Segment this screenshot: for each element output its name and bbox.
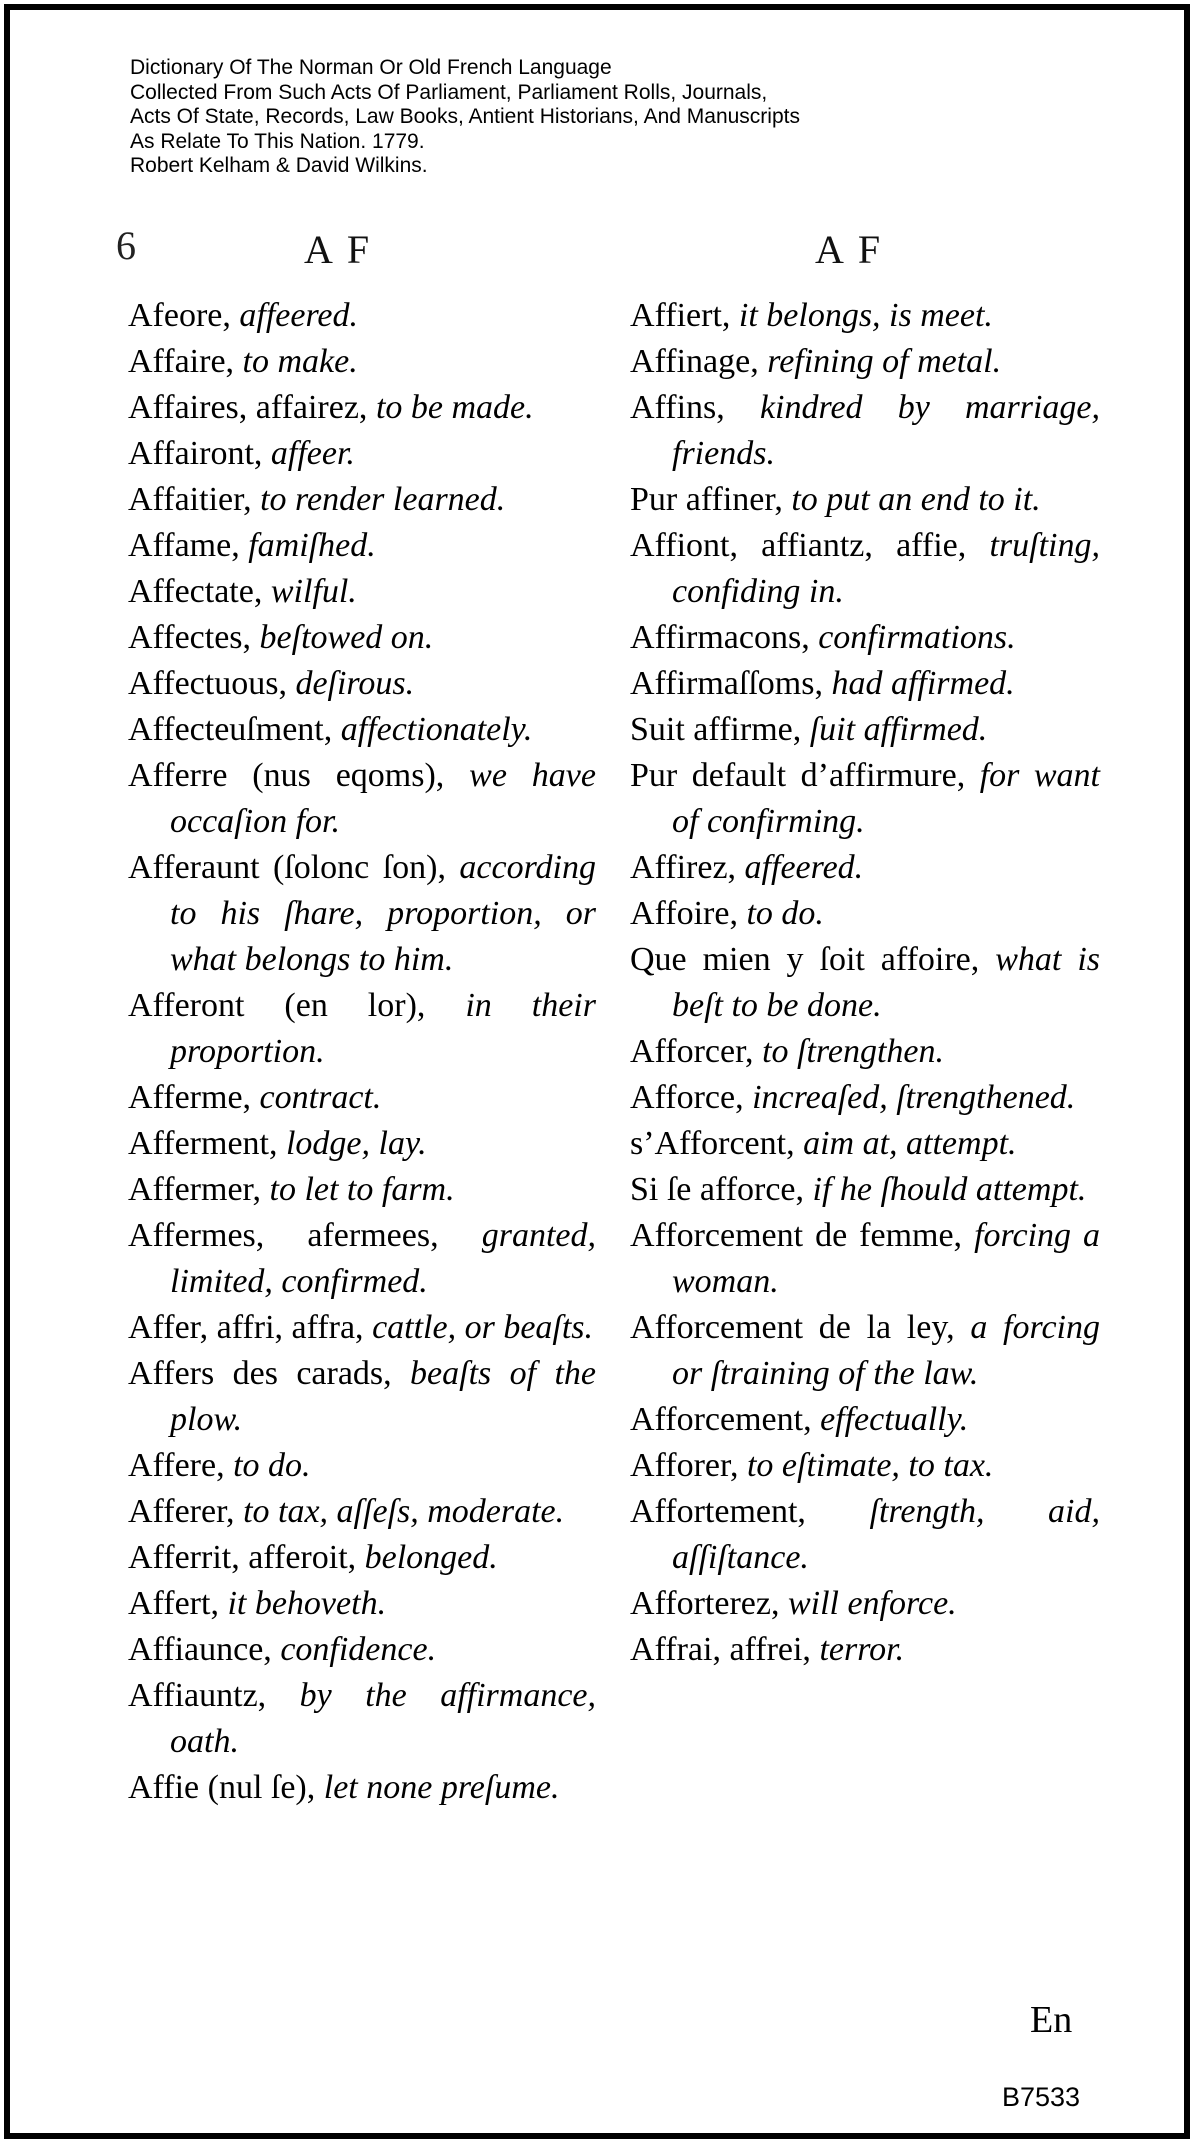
dictionary-entry: [128, 1075, 596, 1121]
dictionary-entry: [128, 385, 596, 431]
dictionary-entry: [630, 523, 1100, 615]
dictionary-entry: [128, 753, 596, 845]
left-column-heading: AF: [304, 227, 384, 272]
page-number: 6: [116, 223, 136, 268]
entry-term: Affert,: [128, 1585, 219, 1622]
page-frame: [4, 4, 1190, 2139]
entry-gloss: what is beſt to be done.: [672, 941, 1101, 1024]
entry-term: Suit affirme,: [630, 711, 802, 748]
entry-term: Affaitier,: [128, 481, 252, 518]
entry-gloss: according to his ſhare, proportion, or what belongs to him.: [170, 849, 597, 978]
entry-gloss: truſting, confiding in.: [672, 527, 1100, 610]
dictionary-entry: [128, 1673, 596, 1765]
dictionary-entry: [128, 1167, 596, 1213]
entry-gloss: refining of metal.: [767, 343, 1002, 380]
entry-term: Affrai, affrei,: [630, 1631, 811, 1668]
dictionary-entry: [630, 891, 1100, 937]
dictionary-entry: [128, 569, 596, 615]
entry-term: Affirmacons,: [630, 619, 810, 656]
dictionary-entry: [630, 707, 1100, 753]
entry-term: Affers des carads,: [128, 1355, 392, 1392]
caption-line: Dictionary Of The Norman Or Old French Language: [130, 56, 612, 79]
entry-term: Affoire,: [630, 895, 738, 932]
entry-gloss: terror.: [819, 1631, 905, 1668]
entry-term: Afferrit, afferoit,: [128, 1539, 357, 1576]
entry-gloss: a forcing or ſtraining of the law.: [672, 1309, 1100, 1392]
entry-gloss: had affirmed.: [831, 665, 1015, 702]
dictionary-entry: [128, 1581, 596, 1627]
caption-line: Acts Of State, Records, Law Books, Antient Historians, And Manuscripts: [130, 105, 800, 128]
dictionary-entry: [630, 615, 1100, 661]
dictionary-entry: [630, 339, 1100, 385]
entry-term: Afforer,: [630, 1447, 739, 1484]
entry-term: Affiauntz,: [128, 1677, 267, 1714]
entry-gloss: increaſed, ſtrengthened.: [752, 1079, 1076, 1116]
entry-gloss: to let to farm.: [269, 1171, 455, 1208]
entry-gloss: let none preſume.: [323, 1769, 560, 1806]
entry-gloss: to be made.: [375, 389, 534, 426]
entry-gloss: confirmations.: [818, 619, 1016, 656]
entry-term: Affer, affri, affra,: [128, 1309, 364, 1346]
entry-gloss: to do.: [746, 895, 824, 932]
entry-gloss: beſtowed on.: [259, 619, 434, 656]
entry-term: Afferre (nus eqoms),: [128, 757, 445, 794]
entry-term: Afeore,: [128, 297, 231, 334]
dictionary-entry: [630, 293, 1100, 339]
entry-term: Afforcement de la ley,: [630, 1309, 955, 1346]
entry-gloss: effectually.: [820, 1401, 969, 1438]
entry-gloss: affeer.: [270, 435, 355, 472]
entry-term: Affinage,: [630, 343, 759, 380]
dictionary-entry: [630, 1443, 1100, 1489]
entry-term: Affins,: [630, 389, 725, 426]
entry-term: Affaire,: [128, 343, 235, 380]
entry-gloss: aim at, attempt.: [803, 1125, 1017, 1162]
entry-gloss: ſuit affirmed.: [809, 711, 988, 748]
catchword: En: [1030, 1999, 1073, 2041]
dictionary-entry: [630, 1305, 1100, 1397]
entry-term: Affairont,: [128, 435, 263, 472]
dictionary-entry: [128, 1765, 596, 1811]
entry-term: Affiaunce,: [128, 1631, 272, 1668]
dictionary-entry: [128, 1489, 596, 1535]
entry-term: Affiert,: [630, 297, 731, 334]
dictionary-entry: [128, 477, 596, 523]
entry-gloss: belonged.: [364, 1539, 498, 1576]
dictionary-entry: [630, 477, 1100, 523]
entry-gloss: ſtrength, aid, aſſiſtance.: [672, 1493, 1100, 1576]
entry-term: Affaires, affairez,: [128, 389, 368, 426]
dictionary-entry: [630, 385, 1100, 477]
entry-term: Affiont, affiantz, affie,: [630, 527, 967, 564]
entry-term: Affirmaſſoms,: [630, 665, 823, 702]
entry-gloss: if he ſhould attempt.: [812, 1171, 1087, 1208]
entry-term: Que mien y ſoit affoire,: [630, 941, 980, 978]
entry-gloss: affeered.: [239, 297, 359, 334]
entry-term: Afforcement de femme,: [630, 1217, 963, 1254]
entry-term: Si ſe afforce,: [630, 1171, 805, 1208]
entry-term: Afforterez,: [630, 1585, 780, 1622]
entry-gloss: will enforce.: [787, 1585, 957, 1622]
dictionary-entry: [630, 1397, 1100, 1443]
entry-gloss: to tax, aſſeſs, moderate.: [243, 1493, 565, 1530]
caption-line: Collected From Such Acts Of Parliament, Parliament Rolls, Journals,: [130, 80, 768, 104]
dictionary-entry: [128, 1121, 596, 1167]
entry-gloss: in their proportion.: [170, 987, 596, 1070]
entry-gloss: for want of confirming.: [672, 757, 1101, 840]
entry-gloss: beaſts of the plow.: [170, 1355, 596, 1438]
entry-gloss: granted, limited, confirmed.: [170, 1217, 597, 1300]
entry-term: Affirez,: [630, 849, 737, 886]
entry-term: Afforcer,: [630, 1033, 754, 1070]
dictionary-entry: [128, 1351, 596, 1443]
entry-gloss: confidence.: [280, 1631, 437, 1668]
entry-gloss: deſirous.: [295, 665, 415, 702]
caption-block: [130, 56, 800, 179]
dictionary-entry: [630, 1213, 1100, 1305]
entry-gloss: to ſtrengthen.: [762, 1033, 944, 1070]
dictionary-entry: [128, 523, 596, 569]
entry-gloss: to eſtimate, to tax.: [746, 1447, 994, 1484]
entry-term: Afferme,: [128, 1079, 252, 1116]
right-column-heading: AF: [815, 227, 895, 272]
entry-term: Affectuous,: [128, 665, 287, 702]
caption-line: As Relate To This Nation. 1779.: [130, 129, 425, 153]
entry-term: Afforce,: [630, 1079, 744, 1116]
dictionary-entry: [630, 845, 1100, 891]
dictionary-entry: [128, 983, 596, 1075]
entry-term: Affortement,: [630, 1493, 806, 1530]
dictionary-entry: [630, 1029, 1100, 1075]
entry-term: Affectes,: [128, 619, 252, 656]
dictionary-entry: [128, 1213, 596, 1305]
dictionary-entry: [630, 1627, 1100, 1673]
entry-term: Affame,: [128, 527, 240, 564]
entry-gloss: to put an end to it.: [791, 481, 1041, 518]
dictionary-entry: [128, 1535, 596, 1581]
dictionary-entry: [128, 661, 596, 707]
entry-gloss: kindred by marriage, friends.: [672, 389, 1101, 472]
left-column: [128, 293, 596, 1811]
catalog-id: B7533: [1002, 2082, 1081, 2112]
dictionary-entry: [630, 1075, 1100, 1121]
entry-gloss: affeered.: [744, 849, 864, 886]
dictionary-entry: [128, 1305, 596, 1351]
entry-gloss: cattle, or beaſts.: [372, 1309, 594, 1346]
entry-term: Afferer,: [128, 1493, 235, 1530]
entry-term: Afforcement,: [630, 1401, 812, 1438]
entry-term: Affermer,: [128, 1171, 261, 1208]
entry-term: s’Afforcent,: [630, 1125, 795, 1162]
entry-term: Afferaunt (ſolonc ſon),: [128, 849, 446, 886]
entry-term: Afferont (en lor),: [128, 987, 426, 1024]
entry-gloss: by the affirmance, oath.: [170, 1677, 597, 1760]
dictionary-entry: [630, 937, 1100, 1029]
entry-term: Affermes, afermees,: [128, 1217, 439, 1254]
dictionary-entry: [128, 615, 596, 661]
dictionary-entry: [128, 1627, 596, 1673]
entry-gloss: forcing a woman.: [672, 1217, 1101, 1300]
entry-gloss: we have occaſion for.: [170, 757, 596, 840]
entry-gloss: to make.: [242, 343, 358, 380]
dictionary-entry: [128, 339, 596, 385]
dictionary-entry: [128, 707, 596, 753]
entry-term: Affere,: [128, 1447, 225, 1484]
entry-gloss: to do.: [233, 1447, 311, 1484]
entry-gloss: it belongs, is meet.: [738, 297, 993, 334]
entry-gloss: contract.: [259, 1079, 382, 1116]
caption-line: Robert Kelham & David Wilkins.: [130, 154, 428, 177]
dictionary-entry: [128, 1443, 596, 1489]
entry-gloss: affectionately.: [340, 711, 533, 748]
dictionary-entry: [630, 661, 1100, 707]
entry-term: Pur affiner,: [630, 481, 783, 518]
entry-term: Affecteuſment,: [128, 711, 333, 748]
entry-term: Affie (nul ſe),: [128, 1769, 316, 1806]
entry-gloss: wilful.: [270, 573, 357, 610]
entry-term: Pur default d’affirmure,: [630, 757, 966, 794]
right-column: [630, 293, 1100, 1673]
dictionary-entry: [630, 1167, 1100, 1213]
entry-term: Affectate,: [128, 573, 263, 610]
dictionary-entry: [128, 293, 596, 339]
dictionary-entry: [630, 1121, 1100, 1167]
entry-gloss: famiſhed.: [248, 527, 376, 564]
entry-term: Afferment,: [128, 1125, 278, 1162]
entry-gloss: lodge, lay.: [285, 1125, 427, 1162]
dictionary-entry: [630, 1581, 1100, 1627]
dictionary-entry: [128, 431, 596, 477]
entry-gloss: to render learned.: [260, 481, 506, 518]
dictionary-entry: [630, 753, 1100, 845]
dictionary-entry: [128, 845, 596, 983]
entry-gloss: it behoveth.: [227, 1585, 387, 1622]
dictionary-entry: [630, 1489, 1100, 1581]
